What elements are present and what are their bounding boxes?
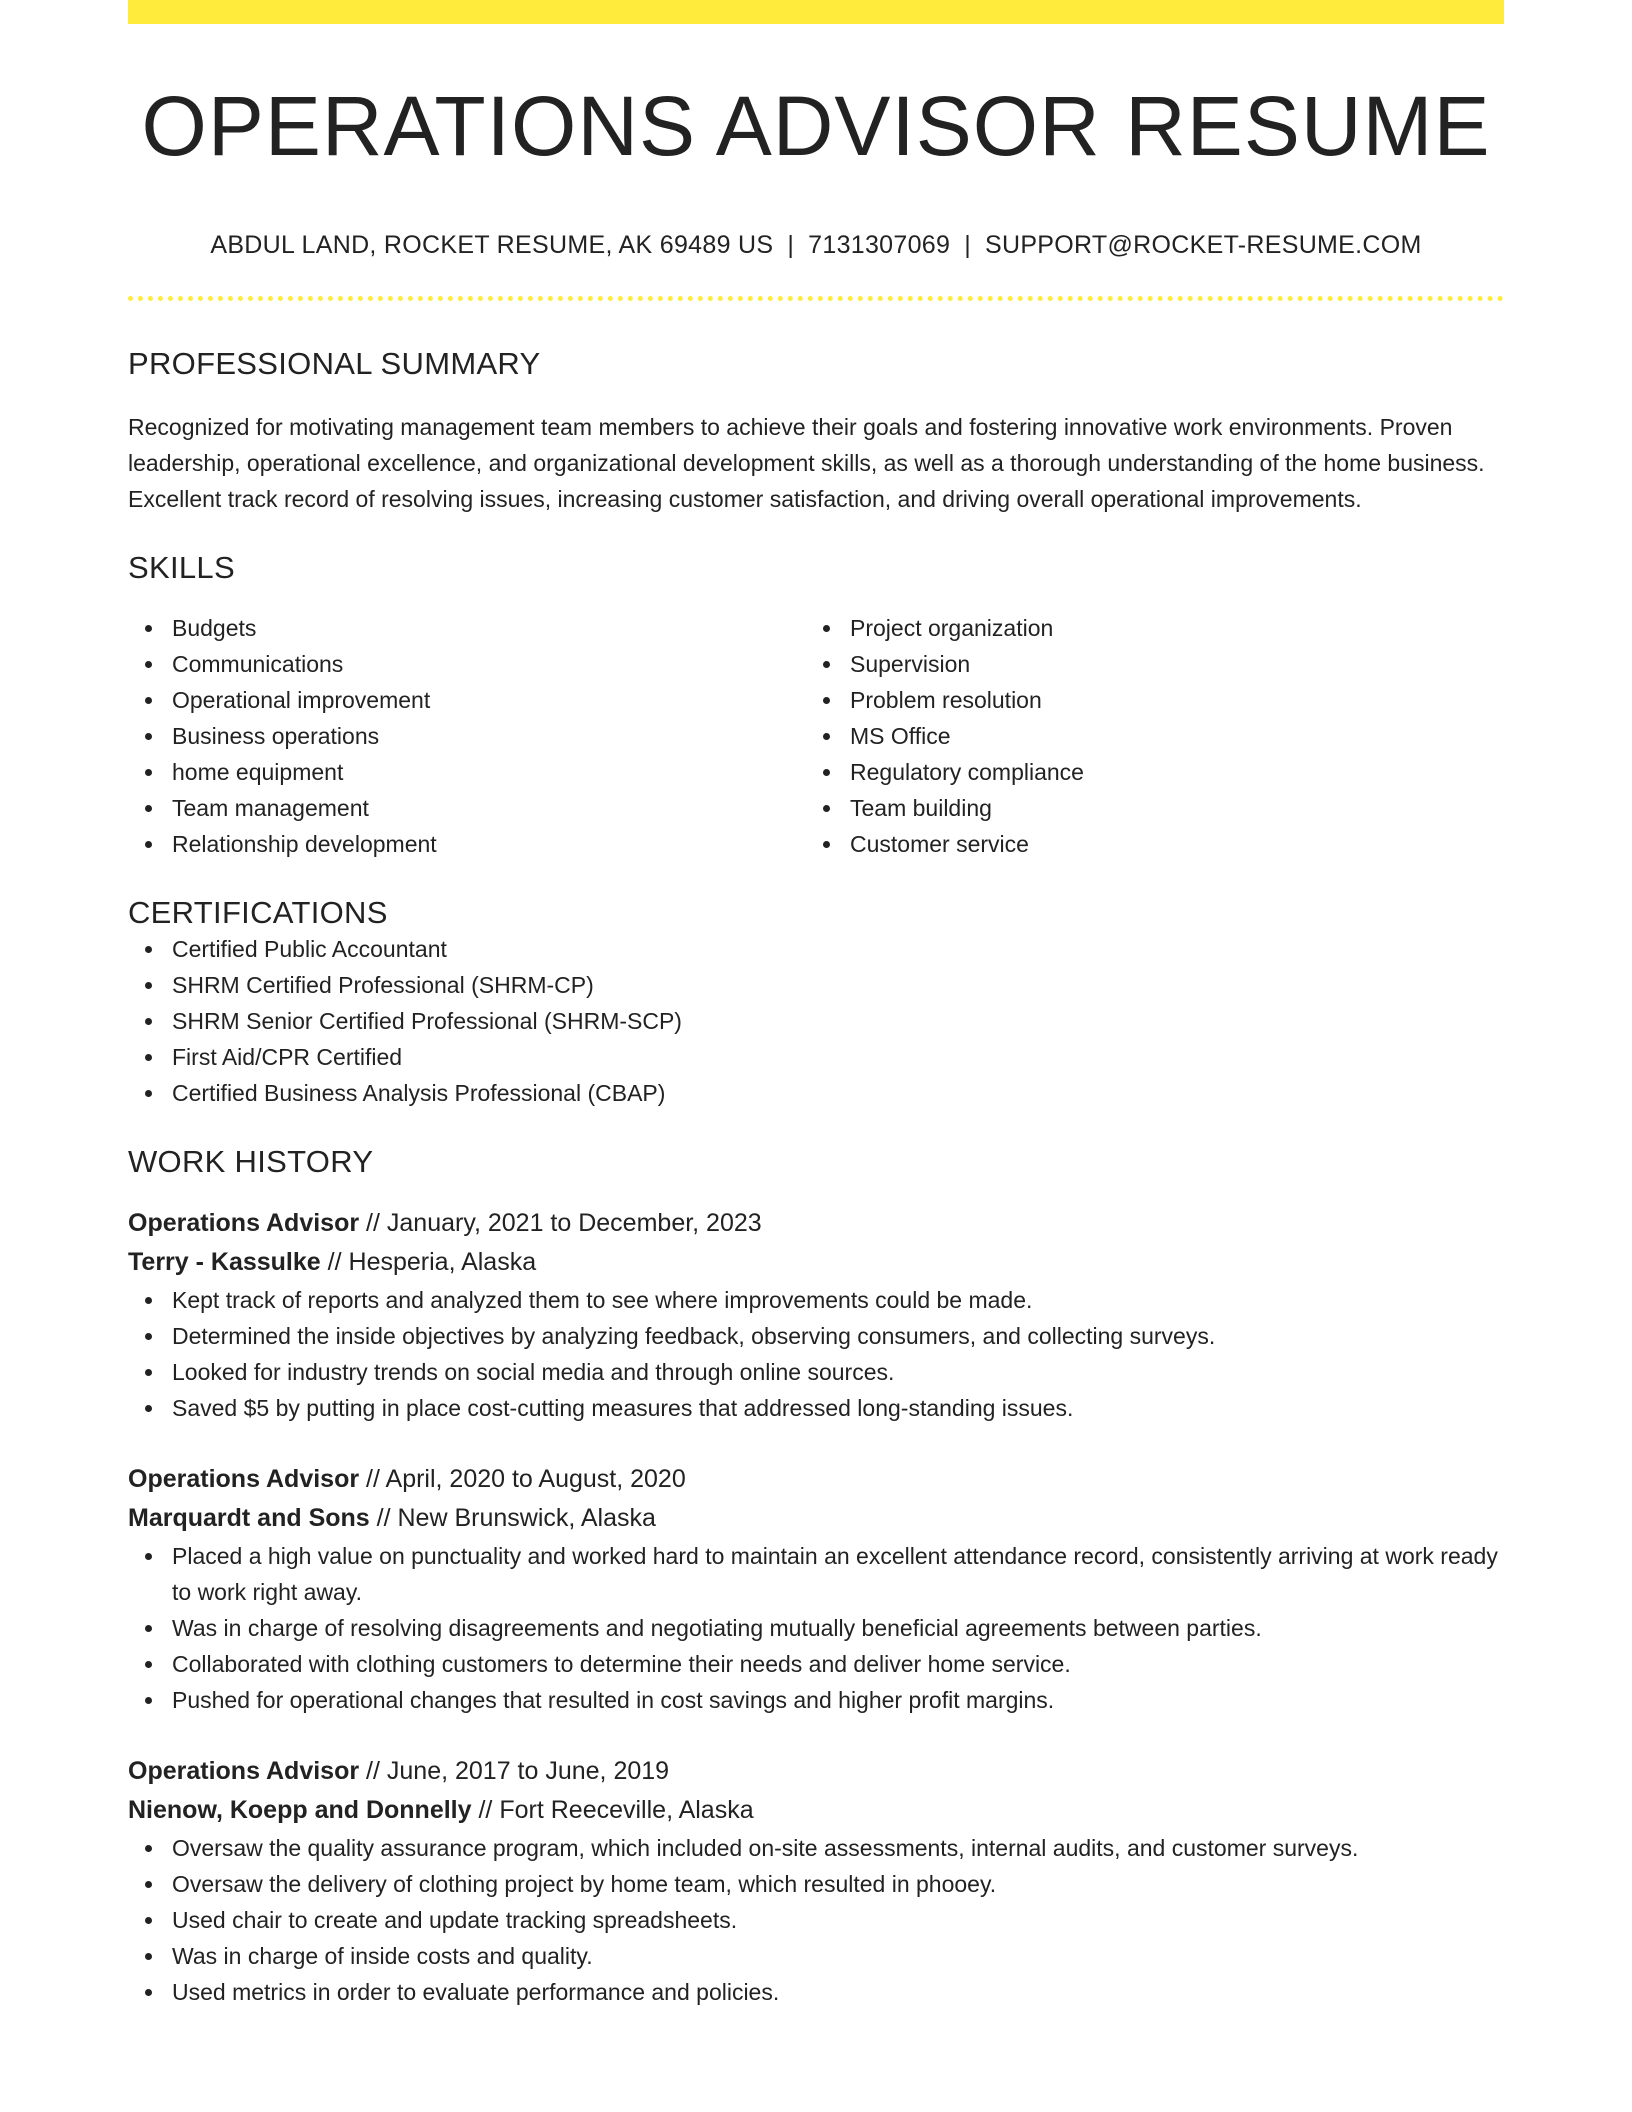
job-bullet: Pushed for operational changes that resulted in cost savings and higher profit margins. xyxy=(172,1682,1504,1718)
job-bullet: Oversaw the delivery of clothing project by home team, which resulted in phooey. xyxy=(172,1866,1504,1902)
certification-item: Certified Business Analysis Professional (CBAP) xyxy=(172,1075,1504,1111)
job-bullet: Determined the inside objectives by analyzing feedback, observing consumers, and collecting surveys. xyxy=(172,1318,1504,1354)
skill-item: Problem resolution xyxy=(850,682,1484,718)
job-bullet: Kept track of reports and analyzed them to see where improvements could be made. xyxy=(172,1282,1504,1318)
skills-heading: SKILLS xyxy=(128,549,235,585)
resume-title: OPERATIONS ADVISOR RESUME xyxy=(141,79,1491,173)
job-bullet-list xyxy=(128,1830,1504,2010)
job-bullet: Was in charge of inside costs and quality. xyxy=(172,1938,1504,1974)
skill-item: Customer service xyxy=(850,826,1484,862)
job-separator: // xyxy=(366,1465,380,1494)
skill-item: MS Office xyxy=(850,718,1484,754)
resume-page xyxy=(128,0,1504,2010)
job-title-line xyxy=(128,1460,1504,1499)
job-separator: // xyxy=(327,1248,342,1277)
job-separator: // xyxy=(478,1796,493,1825)
skill-item: Team management xyxy=(172,790,806,826)
skill-item: Relationship development xyxy=(172,826,806,862)
job-bullet: Placed a high value on punctuality and worked hard to maintain an excellent attendance record, consistently arriving at work ready to work right away. xyxy=(172,1538,1504,1610)
skill-item: Budgets xyxy=(172,610,806,646)
contact-phone: 7131307069 xyxy=(808,231,951,260)
job-company-line xyxy=(128,1243,1504,1282)
certification-item: First Aid/CPR Certified xyxy=(172,1039,1504,1075)
job-title: Operations Advisor xyxy=(128,1757,360,1786)
skill-item: Operational improvement xyxy=(172,682,806,718)
job-company: Nienow, Koepp and Donnelly xyxy=(128,1796,472,1825)
skills-columns xyxy=(128,610,1504,862)
work-history-heading: WORK HISTORY xyxy=(128,1143,374,1179)
skills-column-right xyxy=(806,610,1484,862)
certification-item: Certified Public Accountant xyxy=(172,931,1504,967)
job-location: New Brunswick, Alaska xyxy=(397,1504,656,1533)
job-company: Marquardt and Sons xyxy=(128,1504,370,1533)
contact-line xyxy=(128,230,1504,260)
job-separator: // xyxy=(366,1757,380,1786)
job-entry xyxy=(128,1204,1504,1426)
job-title-line xyxy=(128,1204,1504,1243)
contact-email: SUPPORT@ROCKET-RESUME.COM xyxy=(985,231,1422,260)
job-dates: January, 2021 to December, 2023 xyxy=(386,1209,762,1238)
summary-heading: PROFESSIONAL SUMMARY xyxy=(128,346,541,382)
job-bullet: Used chair to create and update tracking spreadsheets. xyxy=(172,1902,1504,1938)
job-bullet: Looked for industry trends on social media and through online sources. xyxy=(172,1354,1504,1390)
skill-item: Project organization xyxy=(850,610,1484,646)
skill-item: home equipment xyxy=(172,754,806,790)
skills-list-left xyxy=(128,610,806,862)
job-bullet: Collaborated with clothing customers to determine their needs and deliver home service. xyxy=(172,1646,1504,1682)
job-company-line xyxy=(128,1499,1504,1538)
job-bullet: Saved $5 by putting in place cost-cutting measures that addressed long-standing issues. xyxy=(172,1390,1504,1426)
skill-item: Team building xyxy=(850,790,1484,826)
skill-item: Business operations xyxy=(172,718,806,754)
job-dates: June, 2017 to June, 2019 xyxy=(386,1757,670,1786)
job-bullet: Used metrics in order to evaluate performance and policies. xyxy=(172,1974,1504,2010)
job-bullet: Oversaw the quality assurance program, which included on-site assessments, internal audits, and customer surveys. xyxy=(172,1830,1504,1866)
job-title-line xyxy=(128,1752,1504,1791)
job-bullet-list xyxy=(128,1282,1504,1426)
job-location: Hesperia, Alaska xyxy=(348,1248,537,1277)
skill-item: Supervision xyxy=(850,646,1484,682)
job-title: Operations Advisor xyxy=(128,1209,360,1238)
certifications-heading: CERTIFICATIONS xyxy=(128,894,388,930)
summary-text: Recognized for motivating management team members to achieve their goals and fostering innovative work environments. Proven leadership, operational excellence, and organizational development skills, as well as a thorough understanding of the home business. Excellent track record of resolving issues, increasing customer satisfaction, and driving overall operational improvements. xyxy=(128,413,1485,512)
job-title: Operations Advisor xyxy=(128,1465,360,1494)
dotted-divider xyxy=(128,296,1504,301)
job-bullet: Was in charge of resolving disagreements and negotiating mutually beneficial agreements between parties. xyxy=(172,1610,1504,1646)
certification-item: SHRM Senior Certified Professional (SHRM-SCP) xyxy=(172,1003,1504,1039)
skill-item: Communications xyxy=(172,646,806,682)
certifications-list xyxy=(128,931,1504,1111)
contact-address: ABDUL LAND, ROCKET RESUME, AK 69489 US xyxy=(210,231,774,260)
job-company: Terry - Kassulke xyxy=(128,1248,321,1277)
skills-list-right xyxy=(806,610,1484,862)
skill-item: Regulatory compliance xyxy=(850,754,1484,790)
job-separator: // xyxy=(376,1504,391,1533)
job-separator: // xyxy=(366,1209,380,1238)
job-entry xyxy=(128,1460,1504,1718)
contact-separator: | xyxy=(964,231,971,260)
contact-separator: | xyxy=(787,231,795,260)
job-dates: April, 2020 to August, 2020 xyxy=(385,1465,686,1494)
job-entry xyxy=(128,1752,1504,2010)
accent-top-bar xyxy=(128,0,1504,24)
job-location: Fort Reeceville, Alaska xyxy=(499,1796,754,1825)
skills-column-left xyxy=(128,610,806,862)
certification-item: SHRM Certified Professional (SHRM-CP) xyxy=(172,967,1504,1003)
job-bullet-list xyxy=(128,1538,1504,1718)
job-company-line xyxy=(128,1791,1504,1830)
